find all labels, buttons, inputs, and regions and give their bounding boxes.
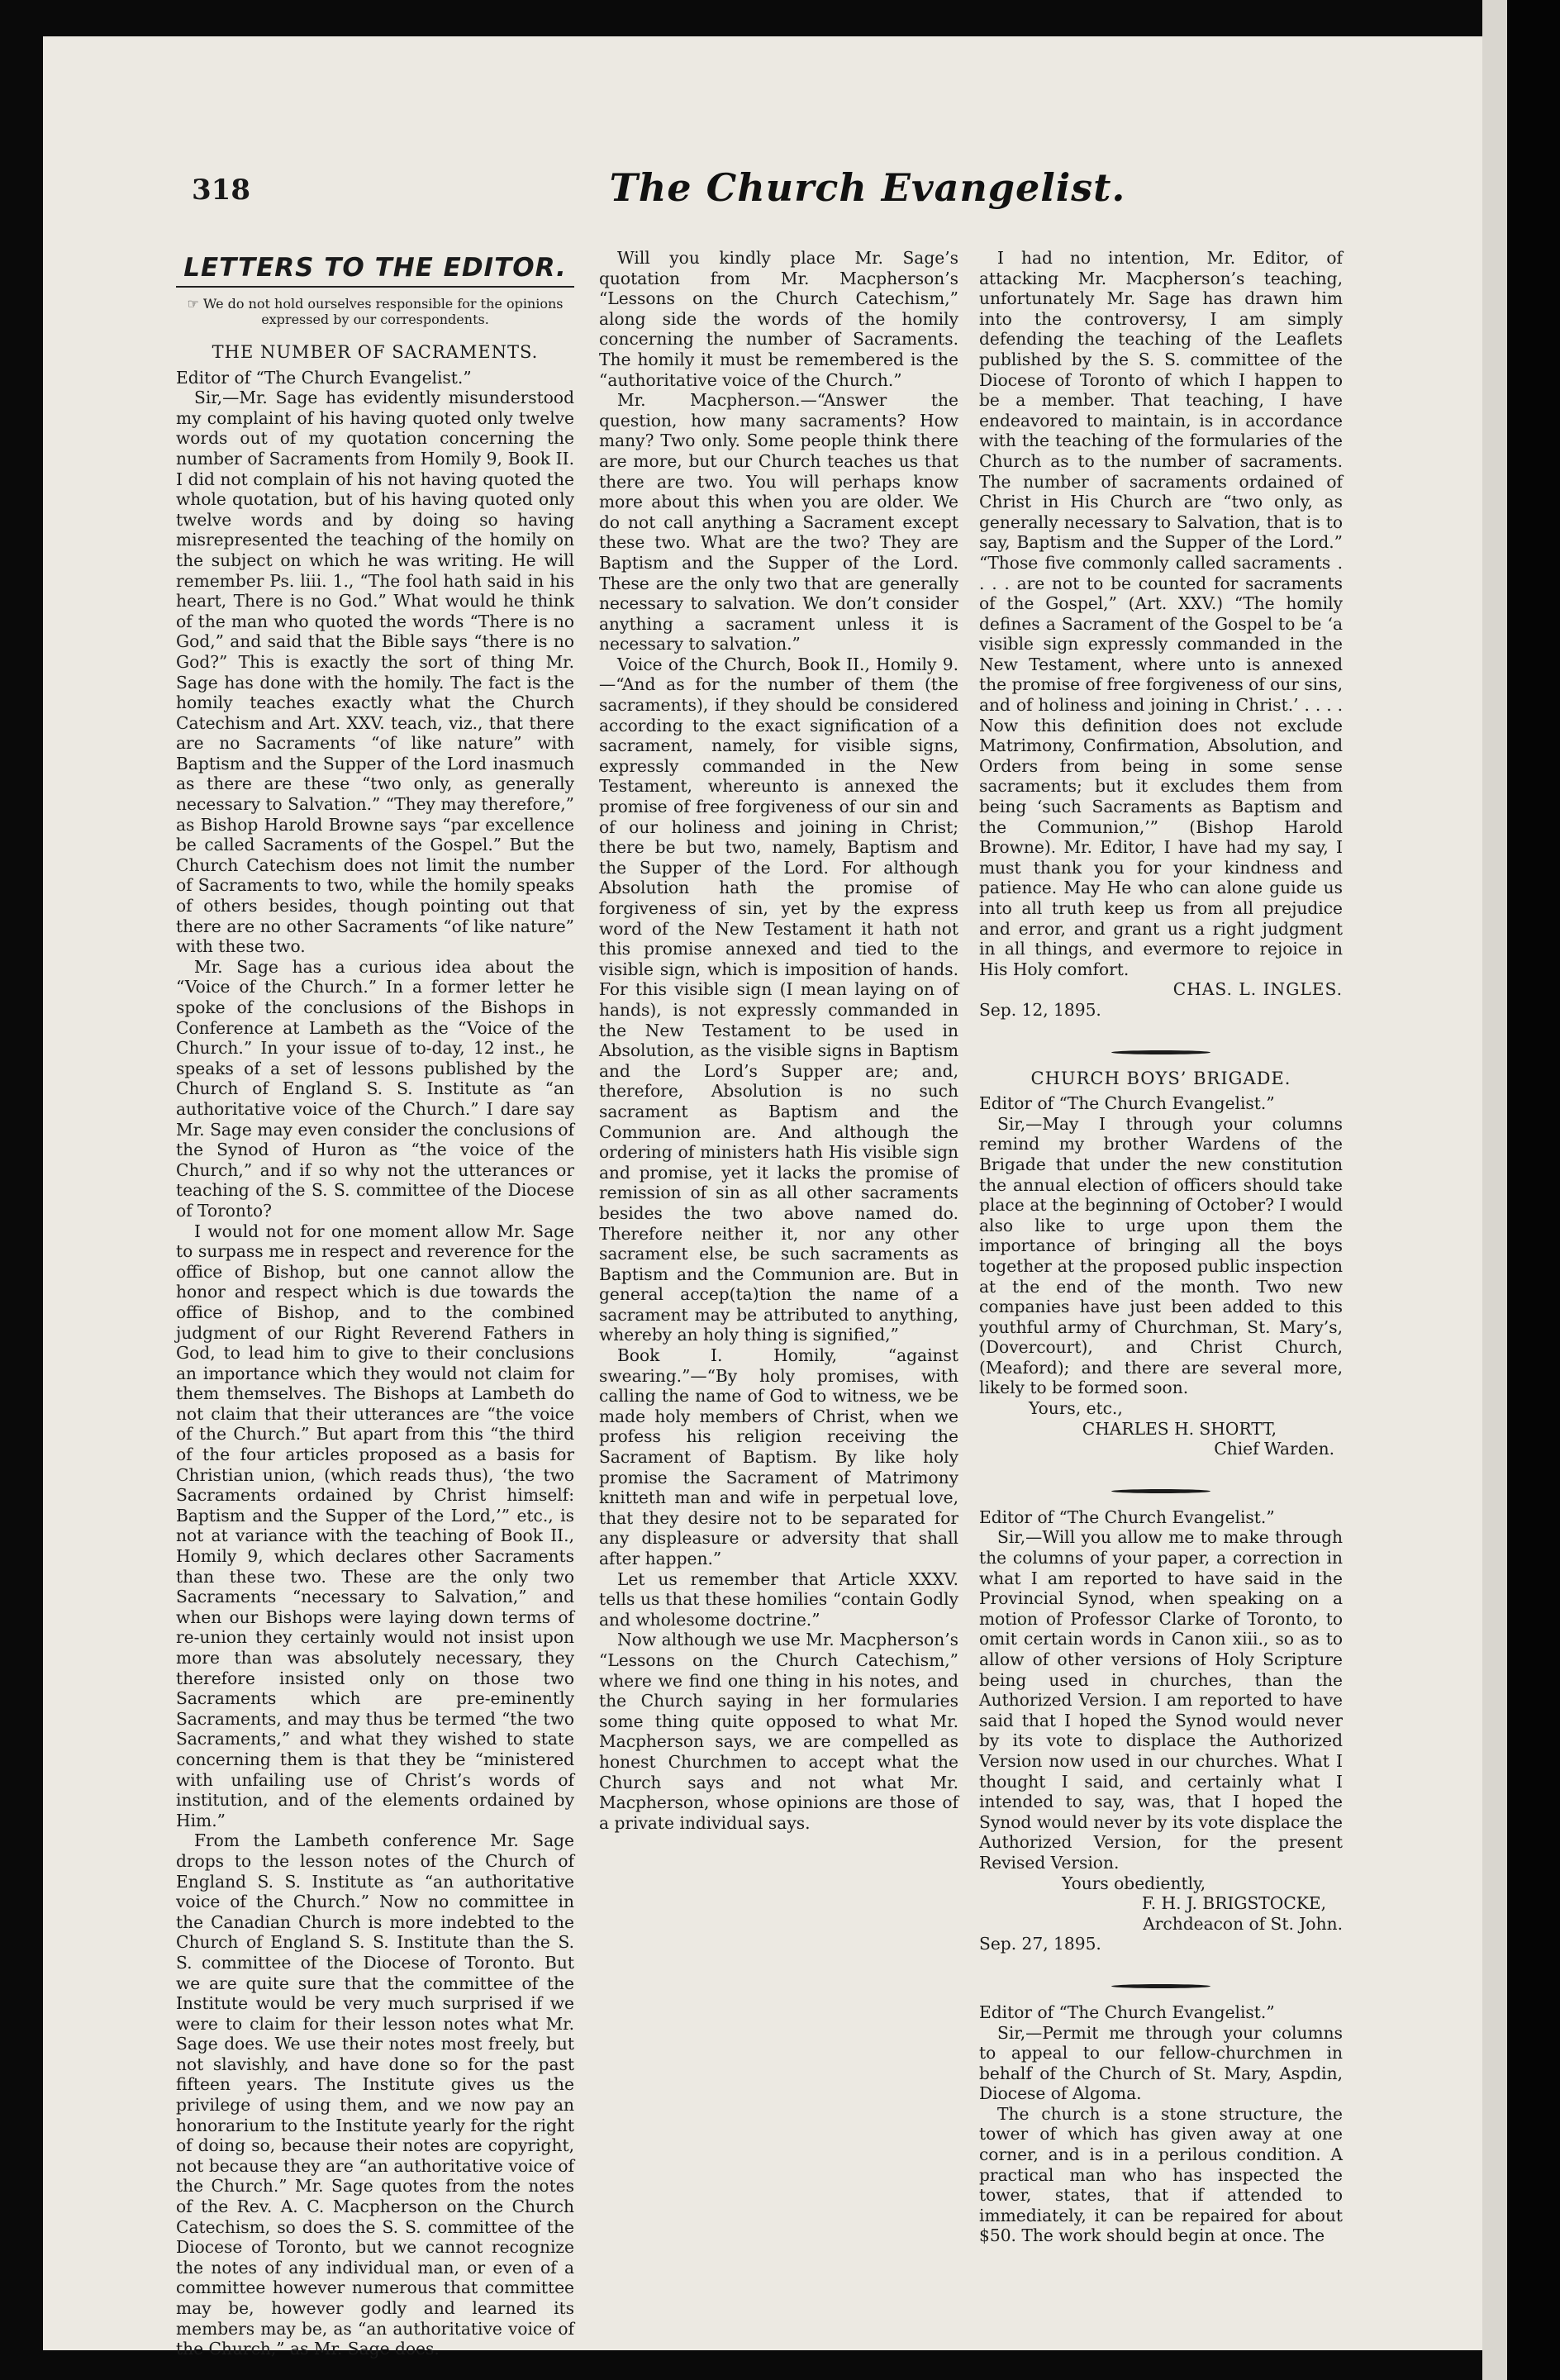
- letter-paragraph: Now although we use Mr. Macpherson’s “Lessons on the Church Catechism,” where we find one thing in his notes, and the Church saying in her formularies some thing quite opposed to what Mr. Macpherson says, we are compelled as honest Churchmen to accept what the Church says and not what Mr. Macpherson, whose opinions are those of a private individual says.: [599, 1630, 958, 1833]
- letter-signature: F. H. J. BRIGSTOCKE,: [1141, 1893, 1326, 1914]
- letter-paragraph: I would not for one moment allow Mr. Sage to surpass me in respect and reverence for the office of Bishop, but one cannot allow the honor and respect which is due towards the office of Bishop, and to the combined judgment of our Right Reverend Fathers in God, to lead him to give to their conclusions an importance which they would not claim for them themselves. The Bishops at Lambeth do not claim that their utterances are “the voice of the Church.” But apart from this “the third of the four articles proposed as a basis for Christian union, (which reads thus), ‘the two Sacraments ordained by Christ himself: Baptism and the Supper of the Lord,’” etc., is not at variance with the teaching of Book II., Homily 9, which declares other Sacraments than these two. These are the only two Sacraments “necessary to Salvation,” and when our Bishops were laying down terms of re-union they certainly would not insist upon more than was absolutely necessary, they therefore insisted only on those two Sacraments which are pre-eminently Sacraments, and may thus be termed “the two Sacraments,” and what they wished to state concerning them is that they be “ministered with unfailing use of Christ’s words of institution, and of the elements ordained by Him.”: [176, 1221, 574, 1830]
- letter-paragraph: Book I. Homily, “against swearing.”—“By holy promises, with calling the name of God to witness, we be made holy members of Christ, when we profess his religion receiving the Sacrament of Baptism. By like holy promise the Sacrament of Matrimony knitteth man and wife in perpetual love, that they desire not to be separated for any displeasure or adversity that shall after happen.”: [599, 1345, 958, 1568]
- letter-paragraph: I had no intention, Mr. Editor, of attacking Mr. Macpherson’s teaching, unfortunately Mr. Sage has drawn him into the controversy, I am simply defending the teaching of the Leaflets published by the S. S. committee of the Diocese of Toronto of which I happen to be a member. That teaching, I have endeavored to maintain, is in accordance with the teaching of the formularies of the Church as to the number of sacraments. The number of sacraments ordained of Christ in His Church are “two only, as generally necessary to Salvation, that is to say, Baptism and the Supper of the Lord.” “Those five commonly called sacraments . . . . are not to be counted for sacraments of the Gospel,” (Art. XXV.) “The homily defines a Sacrament of the Gospel to be ‘a visible sign expressly commanded in the New Testament, where unto is annexed the promise of free forgiveness of our sins, and of holiness and joining in Christ.’ . . . . Now this definition does not exclude Matrimony, Confirmation, Absolution, and Orders from being in some sense sacraments; but it excludes them from being ‘such Sacraments as Baptism and the Communion,’” (Bishop Harold Browne). Mr. Editor, I have had my say, I must thank you for your kindness and patience. May He who can alone guide us into all truth keep us from all prejudice and error, and grant us a right judgment in all things, and evermore to rejoice in His Holy comfort.: [979, 248, 1343, 979]
- letter-salutation: Editor of “The Church Evangelist.”: [979, 1507, 1275, 1527]
- column-1: [176, 248, 574, 2359]
- letter-paragraph: Sir,—Mr. Sage has evidently misunderstood my complaint of his having quoted only twelve words out of my quotation concerning the number of Sacraments from Homily 9, Book II. I did not complain of his not having quoted the whole quotation, but of his having quoted only twelve words and by doing so having misrepresented the teaching of the homily on the subject on which he was writing. He will remember Ps. liii. 1., “The fool hath said in his heart, There is no God.” What would he think of the man who quoted the words “There is no God,” and said that the Bible says “there is no God?” This is exactly the sort of thing Mr. Sage has done with the homily. The fact is the homily teaches exactly what the Church Catechism and Art. XXV. teach, viz., that there are no Sacraments “of like nature” with Baptism and the Supper of the Lord inasmuch as there are these “two only, as generally necessary to Salvation.” “They may therefore,” as Bishop Harold Browne says “par excellence be called Sacraments of the Gospel.” But the Church Catechism does not limit the number of Sacraments to two, while the homily speaks of others besides, though pointing out that there are no other Sacraments “of like nature” with these two.: [176, 388, 574, 957]
- scan-border: [1507, 0, 1560, 2380]
- letter-paragraph: Sir,—Permit me through your columns to appeal to our fellow-churchmen in behalf of the Church of St. Mary, Aspdin, Diocese of Algoma.: [979, 2022, 1343, 2104]
- letter-paragraph: The church is a stone structure, the tower of which has given away at one corner, and is in a perilous condition. A practical man who has inspected the tower, states, that if attended to immediately, it can be repaired for about $50. The work should begin at once. The: [979, 2103, 1343, 2246]
- letter-paragraph: Voice of the Church, Book II., Homily 9.—“And as for the number of them (the sacraments), if they should be considered according to the exact signification of a sacrament, namely, for visible signs, expressly commanded in the New Testament, whereunto is annexed the promise of free forgiveness of our sin and of our holiness and joining in Christ; there be but two, namely, Baptism and the Supper of the Lord. For although Absolution hath the promise of forgiveness of sin, yet by the express word of the New Testament it hath not this promise annexed and tied to the visible sign, which is imposition of hands. For this visible sign (I mean laying on of hands), is not expressly commanded in the New Testament to be used in Absolution, as the visible signs in Baptism and the Lord’s Supper are; and, therefore, Absolution is no such sacrament as Baptism and the Communion are. And although the ordering of ministers hath His visible sign and promise, yet it lacks the promise of remission of sin as all other sacraments besides the two above named do. Therefore neither it, nor any other sacrament else, be such sacraments as Baptism and the Communion are. But in general accep(ta)tion the name of a sacrament may be attributed to anything, whereby an holy thing is signified,”: [599, 654, 958, 1345]
- letter-salutation: Editor of “The Church Evangelist.”: [979, 2002, 1275, 2022]
- letter-paragraph: Sir,—Will you allow me to make through the columns of your paper, a correction in what I am reported to have said in the Provincial Synod, when speaking on a motion of Professor Clarke of Toronto, to omit certain words in Canon xiii., so as to allow of other versions of Holy Scripture being used in churches, than the Authorized Version. I am reported to have said that I hoped the Synod would never by its vote to displace the Authorized Version now used in our churches. What I thought I said, and certainly what I intended to say, was, that I hoped the Synod would never by its vote displace the Authorized Version, for the present Revised Version.: [979, 1527, 1343, 1873]
- letter-salutation: Editor of “The Church Evangelist.”: [176, 367, 472, 388]
- column-2: [599, 248, 958, 1833]
- adjacent-page-edge: [1482, 0, 1507, 2380]
- letter-paragraph: Will you kindly place Mr. Sage’s quotation from Mr. Macpherson’s “Lessons on the Church Catechism,” along side the words of the homily concerning the number of Sacraments. The homily it must be remembered is the “authoritative voice of the Church.”: [599, 248, 958, 390]
- letter-date: Sep. 27, 1895.: [979, 1934, 1101, 1954]
- letter-signature-title: Chief Warden.: [1214, 1439, 1334, 1459]
- letter-closing: Yours obediently,: [1062, 1873, 1206, 1893]
- letter-signature-title: Archdeacon of St. John.: [1143, 1913, 1343, 1934]
- letter-heading: CHURCH BOYS’ BRIGADE.: [1030, 1068, 1291, 1088]
- page-number: 318: [192, 174, 250, 207]
- divider-ornament: [979, 1973, 1343, 1984]
- letter-paragraph: Mr. Macpherson.—“Answer the question, how many sacraments? How many? Two only. Some people think there are more, but our Church teaches us that there are two. You will perhaps know more about this when you are older. We do not call anything a Sacrament except these two. What are the two? They are Baptism and the Supper of the Lord. These are the only two that are generally necessary to salvation. We don’t consider anything a sacrament unless it is necessary to salvation.”: [599, 390, 958, 654]
- journal-title: The Church Evangelist.: [609, 165, 1126, 210]
- letter-paragraph: From the Lambeth conference Mr. Sage drops to the lesson notes of the Church of England S. S. Institute as “an authoritative voice of the Church.” Now no committee in the Canadian Church is more indebted to the Church of England S. S. Institute than the S. S. committee of the Diocese of Toronto. But we are quite sure that the committee of the Institute would be very much surprised if we were to claim for their lesson notes what Mr. Sage does. We use their notes most freely, but not slavishly, and have done so for the past fifteen years. The Institute gives us the privilege of using them, and we now pay an honorarium to the Institute yearly for the right of doing so, because their notes are copyright, not because they are “an authoritative voice of the Church.” Mr. Sage quotes from the notes of the Rev. A. C. Macpherson on the Church Catechism, so does the S. S. committee of the Diocese of Toronto, but we cannot recognize the notes of any individual man, or even of a committee however numerous that committee may be, however godly and learned its members may be, as “an authoritative voice of the Church,” as Mr. Sage does.: [176, 1830, 574, 2359]
- divider-ornament: [979, 1478, 1343, 1489]
- letter-date: Sep. 12, 1895.: [979, 999, 1101, 1020]
- letter-heading: THE NUMBER OF SACRAMENTS.: [212, 342, 539, 362]
- disclaimer: ☞ We do not hold ourselves responsible for the opinions expressed by our correspondents.: [187, 296, 564, 327]
- letter-paragraph: Let us remember that Article XXXV. tells us that these homilies “contain Godly and wholesome doctrine.”: [599, 1568, 958, 1630]
- column-3: [979, 248, 1343, 2246]
- letter-signature: CHAS. L. INGLES.: [1172, 979, 1343, 1000]
- letter-signature: CHARLES H. SHORTT,: [1082, 1418, 1277, 1439]
- letter-paragraph: Mr. Sage has a curious idea about the “Voice of the Church.” In a former letter he spoke of the conclusions of the Bishops in Conference at Lambeth as the “Voice of the Church.” In your issue of to-day, 12 inst., he speaks of a set of lessons published by the Church of England S. S. Institute as “an authoritative voice of the Church.” I dare say Mr. Sage may even consider the conclusions of the Synod of Huron as “the voice of the Church,” and if so why not the utterances or teaching of the S. S. committee of the Diocese of Toronto?: [176, 956, 574, 1221]
- divider-ornament: [979, 1039, 1343, 1050]
- letter-salutation: Editor of “The Church Evangelist.”: [979, 1093, 1275, 1114]
- letter-closing: Yours, etc.,: [1029, 1398, 1123, 1419]
- section-title: LETTERS TO THE EDITOR.: [176, 253, 574, 288]
- letter-paragraph: Sir,—May I through your columns remind my brother Wardens of the Brigade that under the new constitution the annual election of officers should take place at the beginning of October? I would also like to urge upon them the importance of bringing all the boys together at the proposed public inspection at the end of the month. Two new companies have just been added to this youthful army of Churchman, St. Mary’s, (Dovercourt), and Christ Church, (Meaford); and there are several more, likely to be formed soon.: [979, 1113, 1343, 1398]
